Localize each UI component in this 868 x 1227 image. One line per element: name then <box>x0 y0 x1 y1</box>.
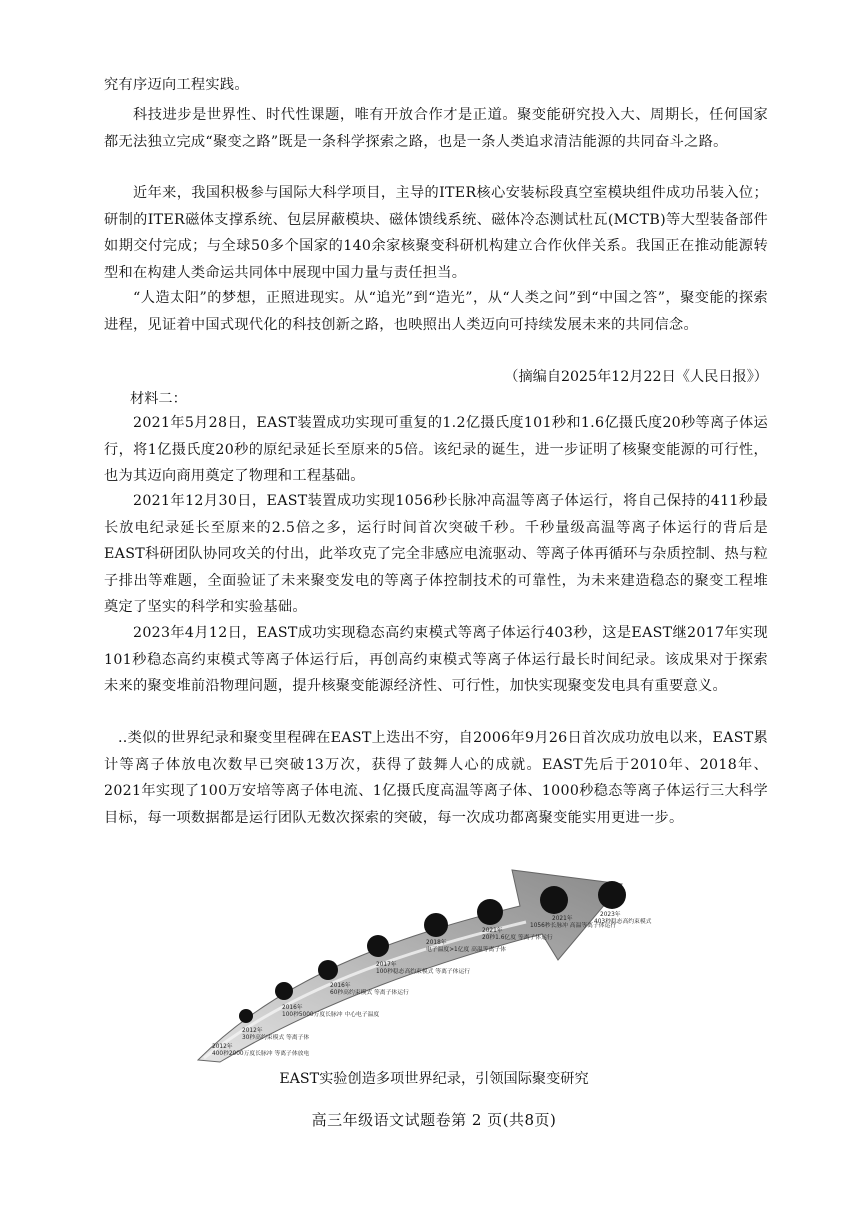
page-footer: 高三年级语文试题卷第 2 页(共8页) <box>311 1111 557 1129</box>
milestone-2017-year: 2017年 <box>376 962 397 968</box>
milestone-dot <box>598 881 626 909</box>
milestone-2017-text: 100秒稳态高约束模式 等离子体运行 <box>376 969 471 975</box>
milestone-2021-b-year: 2021年 <box>552 916 573 922</box>
milestone-2021-b-text: 1056秒长脉冲 高温等离子体运行 <box>530 923 617 929</box>
paragraph-continuation: 究有序迈向工程实践。 <box>104 77 249 93</box>
source-citation: （摘编自2025年12月22日《人民日报》） <box>504 369 768 385</box>
milestone-2016-b-year: 2016年 <box>330 983 351 989</box>
paragraph-2021-dec: 2021年12月30日，EAST装置成功实现1056秒长脉冲高温等离子体运行，将自己保持的411秒最长放电纪录延长至原来的2.5倍之多，运行时间首次突破千秒。千秒量级高温等离子体运行的背后是EAST科研团队协同攻关的付出，此举攻克了完全非感应电流驱动、等离子体再循环与杂质控制、热与粒子排出等难题，全面验证了未来聚变发电的等离子体控制技术的可靠性，为未来建造稳态的聚变工程堆奠定了坚实的科学和实验基础。 <box>104 493 768 615</box>
paragraph-cooperation: 科技进步是世界性、时代性课题，唯有开放合作才是正道。聚变能研究投入大、周期长，任何国家都无法独立完成“聚变之路”既是一条科学探索之路，也是一条人类追求清洁能源的共同奋斗之路。 <box>104 107 768 150</box>
milestone-dot <box>239 1009 253 1023</box>
paragraph-iter: 近年来，我国积极参与国际大科学项目，主导的ITER核心安装标段真空室模块组件成功吊装入位；研制的ITER磁体支撑系统、包层屏蔽模块、磁体馈线系统、磁体冷态测试杜瓦(MCTB)等大型装备部件如期交付完成；与全球50多个国家的140余家核聚变科研机构建立合作伙伴关系。我国正在推动能源转型和在构建人类命运共同体中展现中国力量与责任担当。 <box>104 185 768 281</box>
milestone-2018-text: 电子温度>1亿度 高温等离子体 <box>426 947 506 953</box>
milestone-dot <box>477 899 503 925</box>
figure-caption: EAST实验创造多项世界纪录，引领国际聚变研究 <box>279 1071 589 1087</box>
east-milestone-arrow-figure <box>190 848 670 1070</box>
milestone-dot <box>540 886 568 914</box>
milestone-dot <box>367 935 389 957</box>
milestone-dot <box>318 960 338 980</box>
milestone-2016-b-text: 60秒高约束模式 等离子体运行 <box>330 990 409 996</box>
milestone-2023-year: 2023年 <box>600 912 621 918</box>
milestone-2012-a-text: 400秒2000万度长脉冲 等离子体放电 <box>212 1051 310 1057</box>
milestone-2021-a-text: 20秒1.6亿度 等离子体运行 <box>482 935 553 941</box>
material-two-heading: 材料二： <box>130 391 187 407</box>
paragraph-2021-may: 2021年5月28日，EAST装置成功实现可重复的1.2亿摄氏度101秒和1.6亿摄氏度20秒等离子体运行，将1亿摄氏度20秒的原纪录延长至原来的5倍。该纪录的诞生，进一步证明了核聚变能源的可行性，也为其迈向商用奠定了物理和工程基础。 <box>104 415 768 484</box>
milestone-2016-a-text: 100秒5000万度长脉冲 中心电子温度 <box>282 1012 380 1018</box>
milestone-2018-year: 2018年 <box>426 940 447 946</box>
milestone-2012-b-year: 2012年 <box>242 1028 263 1034</box>
milestone-dot <box>275 982 293 1000</box>
milestone-dot <box>424 913 448 937</box>
paragraph-dream: “人造太阳”的梦想，正照进现实。从“追光”到“造光”，从“人类之问”到“中国之答”，聚变能的探索进程，见证着中国式现代化的科技创新之路，也映照出人类迈向可持续发展未来的共同信念。 <box>104 290 768 333</box>
paragraph-2023-apr: 2023年4月12日，EAST成功实现稳态高约束模式等离子体运行403秒，这是EAST继2017年实现101秒稳态高约束模式等离子体运行后，再创高约束模式等离子体运行最长时间纪录。该成果对于探索未来的聚变堆前沿物理问题，提升核聚变能源经济性、可行性，加快实现聚变发电具有重要意义。 <box>104 625 768 694</box>
milestone-2012-a-year: 2012年 <box>212 1044 233 1050</box>
paragraph-records: ..类似的世界纪录和聚变里程碑在EAST上迭出不穷，自2006年9月26日首次成功放电以来，EAST累计等离子体放电次数早已突破13万次，获得了鼓舞人心的成就。EAST先后于2010年、2018年、2021年实现了100万安培等离子体电流、1亿摄氏度高温等离子体、1000秒稳态等离子体运行三大科学目标，每一项数据都是运行团队无数次探索的突破，每一次成功都离聚变能实用更进一步。 <box>104 730 768 826</box>
milestone-2021-a-year: 2021年 <box>482 928 503 934</box>
milestone-2012-b-text: 30秒高约束模式 等离子体 <box>242 1035 310 1041</box>
milestone-2016-a-year: 2016年 <box>282 1005 303 1011</box>
milestone-2023-text: 403秒稳态高约束模式 <box>594 919 652 925</box>
